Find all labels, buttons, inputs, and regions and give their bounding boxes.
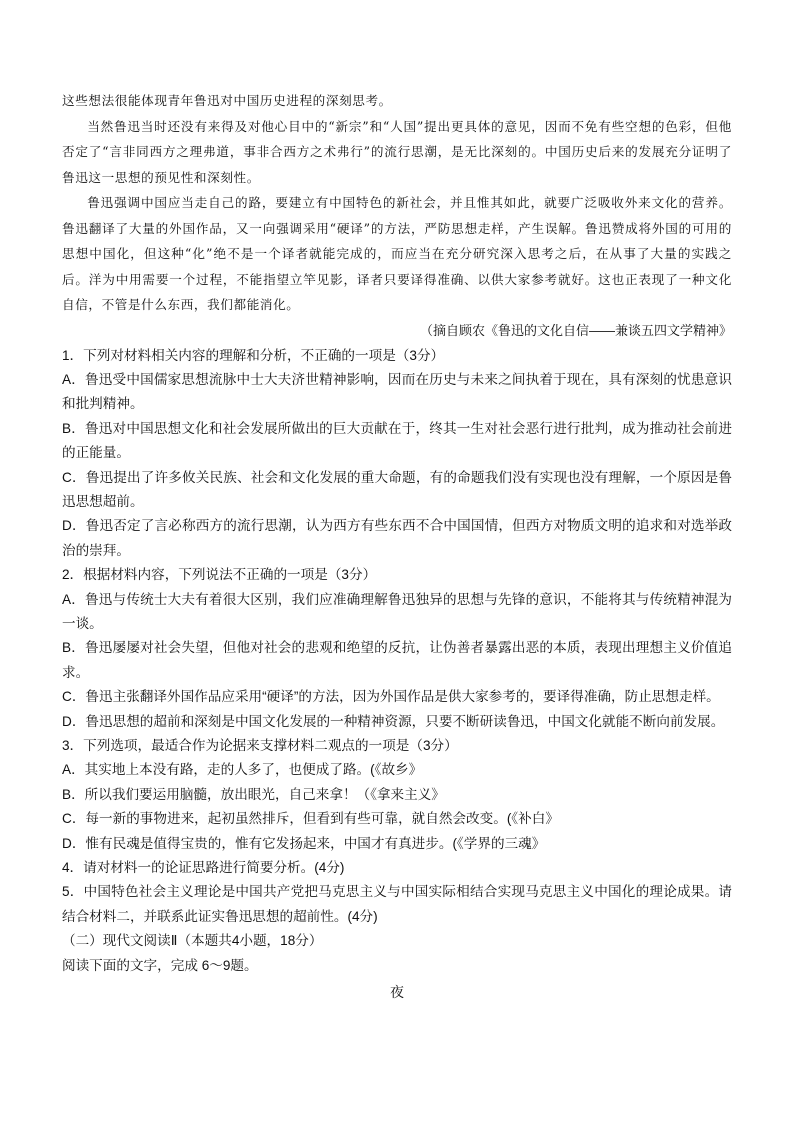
question-3-option-c: C．每一新的事物进来，起初虽然排斥，但看到有些可靠，就自然会改变。(《补白》 [62,811,559,827]
question-2-option-c: C．鲁迅主张翻译外国作品应采用“硬译”的方法，因为外国作品是供大家参考的，要译得准确，防止思想走样。 [62,689,720,705]
passage-paragraph-3: 鲁迅强调中国应当走自己的路，要建立有中国特色的新社会，并且惟其如此，就要广泛吸收外来文化的营养。鲁迅翻译了大量的外国作品，又一向强调采用“硬译”的方法，严防思想走样，产生误解。鲁迅赞成将外国的可用的思想中国化，但这种“化”绝不是一个译者就能完成的，而应当在充分研究深入思考之后，在从事了大量的实践之后。洋为中用需要一个过程，不能指望立竿见影，译者只要译得准确、以供大家参考就好。这也正表现了一种文化自信，不管是什么东西，我们都能消化。 [62,195,732,312]
question-1-option-d: D．鲁迅否定了言必称西方的流行思潮，认为西方有些东西不合中国国情，但西方对物质文明的追求和对选举政治的崇拜。 [62,518,732,558]
reading-instruction: 阅读下面的文字，完成 6～9题。 [62,957,258,973]
question-3-stem: 3．下列选项，最适合作为论据来支撑材料二观点的一项是（3分） [62,738,458,753]
next-passage-title: 夜 [390,985,404,1002]
question-2-option-b: B．鲁迅屡屡对社会失望，但他对社会的悲观和绝望的反抗，让伪善者暴露出恶的本质，表现出理想主义价值追求。 [62,640,732,680]
question-2-stem: 2．根据材料内容，下列说法不正确的一项是（3分） [62,567,377,583]
question-3-option-d: D．惟有民魂是值得宝贵的，惟有它发扬起来，中国才有真进步。(《学界的三魂》 [62,835,546,851]
passage-paragraph-1: 这些想法很能体现青年鲁迅对中国历史进程的深刻思考。 [62,93,392,108]
passage-paragraph-2: 当然鲁迅当时还没有来得及对他心目中的“新宗”和“人国”提出更具体的意见，因而不免有些空想的色彩，但他否定了“言非同西方之理弗道，事非合西方之术弗行”的流行思潮，是无比深刻的。中国历史后来的发展充分证明了鲁迅这一思想的预见性和深刻性。 [62,118,732,185]
question-3-option-a: A．其实地上本没有路，走的人多了，也便成了路。(《故乡》 [62,762,423,778]
question-1-option-a: A．鲁迅受中国儒家思想流脉中士大夫济世精神影响，因而在历史与未来之间执着于现在，具有深刻的忧患意识和批判精神。 [62,371,732,412]
section-heading: （二）现代文阅读Ⅱ（本题共4小题，18分） [62,933,323,949]
question-3-option-b: B．所以我们要运用脑髓，放出眼光，自己来拿！（《拿来主义》 [62,786,445,802]
question-1-option-c: C．鲁迅提出了许多攸关民族、社会和文化发展的重大命题，有的命题我们没有实现也没有理解，一个原因是鲁迅思想超前。 [62,469,732,509]
question-1-stem: 1．下列对材料相关内容的理解和分析，不正确的一项是（3分） [62,347,445,363]
question-4: 4．请对材料一的论证思路进行简要分析。(4分) [62,860,345,876]
exam-page [62,88,732,1016]
question-5: 5．中国特色社会主义理论是中国共产党把马克思主义与中国实际相结合实现马克思主义中国化的理论成果。请结合材料二，并联系此证实鲁迅思想的超前性。(4分) [62,884,732,924]
question-1-option-b: B．鲁迅对中国思想文化和社会发展所做出的巨大贡献在于，终其一生对社会恶行进行批判，成为推动社会前进的正能量。 [62,420,732,461]
question-2-option-a: A．鲁迅与传统士大夫有着很大区别，我们应准确理解鲁迅独异的思想与先锋的意识，不能将其与传统精神混为一谈。 [62,591,732,631]
question-2-option-d: D．鲁迅思想的超前和深刻是中国文化发展的一种精神资源，只要不断研读鲁迅，中国文化就能不断向前发展。 [62,713,725,729]
passage-source: （摘自顾农《鲁迅的文化自信——兼谈五四文学精神》 [419,322,732,338]
